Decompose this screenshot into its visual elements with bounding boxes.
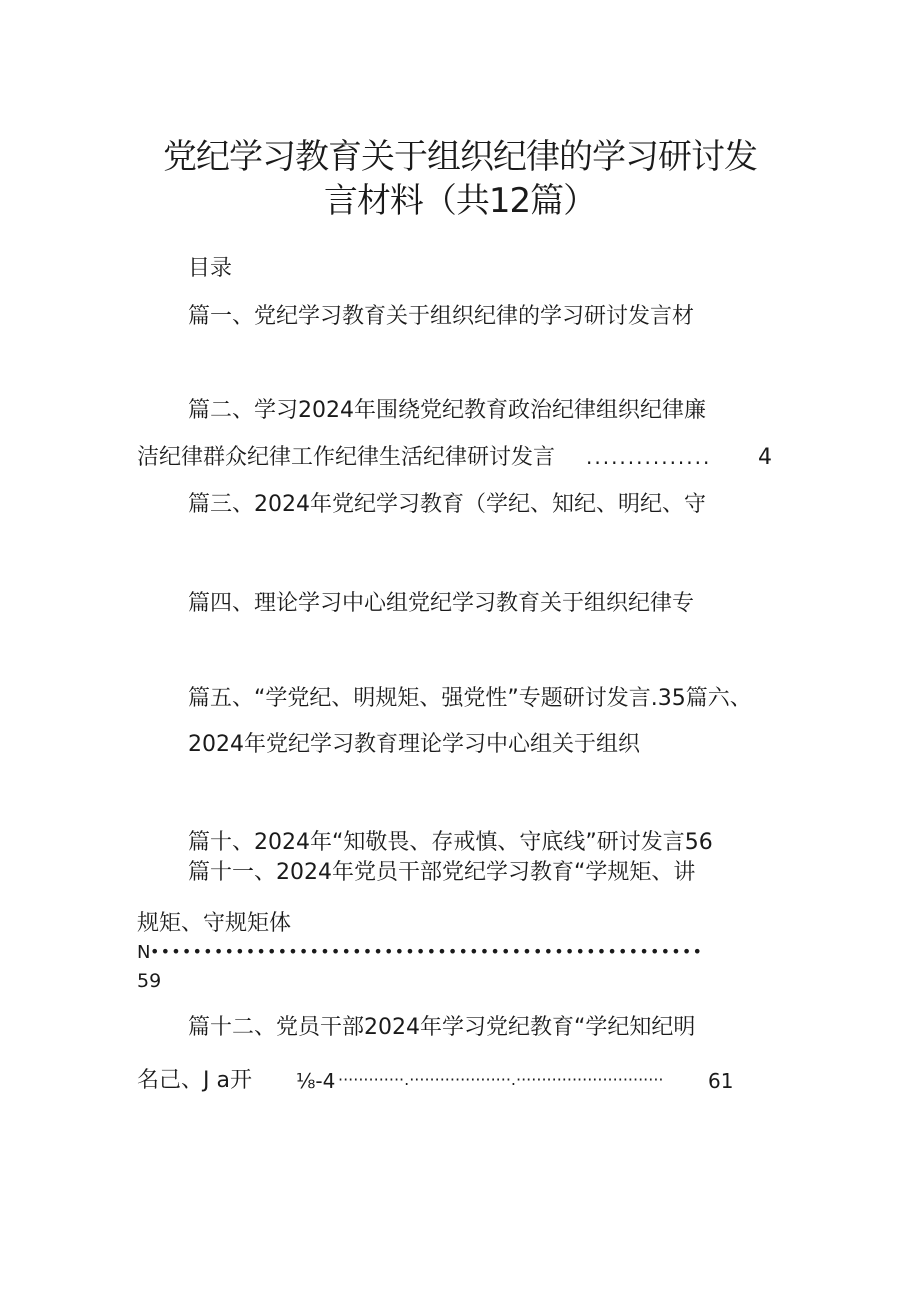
toc-item-12-page-number: 61 <box>708 1069 734 1093</box>
toc-item-11-leader-bullets: •••••••••••••••••••••••••••••••••••••••••••••••••••• <box>150 942 704 961</box>
toc-item-6: 2024年党纪学习教育理论学习中心组关于组织 <box>188 732 640 757</box>
toc-item-11-prefix: N <box>137 942 151 963</box>
document-title-line-2: 言材料（共12篇） <box>323 181 597 221</box>
toc-item-2-leader-dots: ............... <box>586 445 712 469</box>
toc-item-12-leader-dots: ·············.····················.····························· <box>338 1070 664 1089</box>
toc-item-3: 篇三、2024年党纪学习教育（学纪、知纪、明纪、守 <box>188 492 706 517</box>
toc-item-1: 篇一、党纪学习教育关于组织纪律的学习研讨发言材 <box>188 304 695 329</box>
toc-item-5: 篇五、“学党纪、明规矩、强党性”专题研讨发言.35篇六、 <box>188 686 752 711</box>
document-title-line-1: 党纪学习教育关于组织纪律的学习研讨发 <box>163 137 757 177</box>
toc-item-12-garbled-fragment: ⅛-4 <box>296 1069 336 1093</box>
toc-item-12-line-2: 名己、J a开 <box>137 1068 252 1093</box>
toc-item-11-line-2: 规矩、守规矩体 <box>137 911 292 936</box>
toc-item-2-line-2: 洁纪律群众纪律工作纪律生活纪律研讨发言 <box>137 445 556 470</box>
toc-item-11-page-number: 59 <box>137 970 162 992</box>
toc-item-2-page-number: 4 <box>758 445 772 470</box>
toc-item-11-line-1: 篇十一、2024年党员干部党纪学习教育“学规矩、讲 <box>188 860 696 885</box>
toc-item-2-line-1: 篇二、学习2024年围绕党纪教育政治纪律组织纪律廉 <box>188 398 706 423</box>
toc-heading: 目录 <box>188 256 233 281</box>
toc-item-10: 篇十、2024年“知敬畏、存戒慎、守底线”研讨发言56 <box>188 830 713 855</box>
toc-item-12-line-1: 篇十二、党员干部2024年学习党纪教育“学纪知纪明 <box>188 1015 696 1040</box>
toc-item-4: 篇四、理论学习中心组党纪学习教育关于组织纪律专 <box>188 591 695 616</box>
